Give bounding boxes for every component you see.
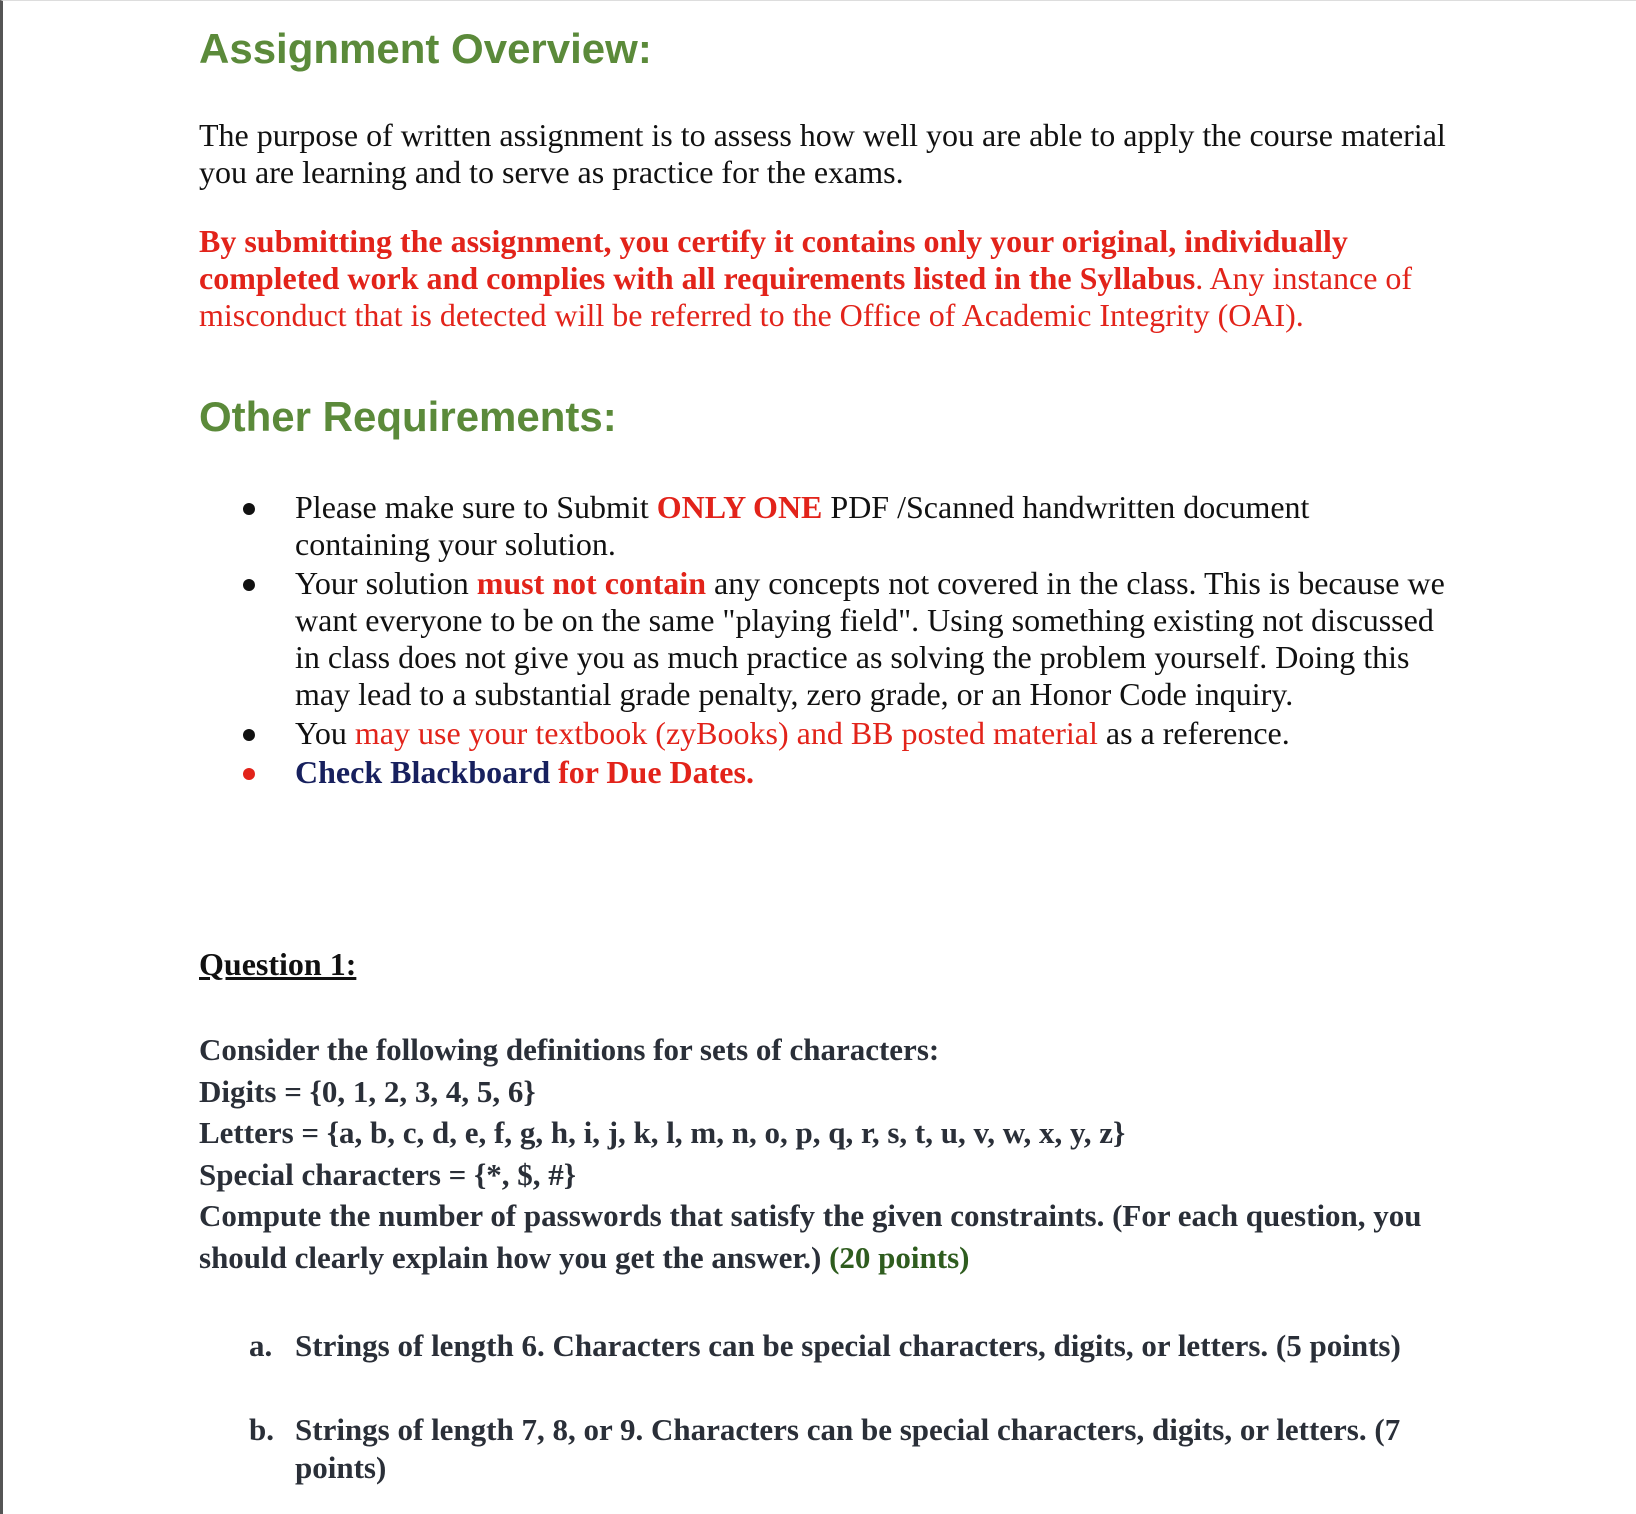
requirement-item-due-dates <box>199 754 1459 791</box>
integrity-certify-text: By submitting the assignment, you certify it contains only your original, individually completed work and complies with all requirements listed in the Syllabus <box>199 223 1348 296</box>
assignment-overview-heading: Assignment Overview: <box>199 25 652 72</box>
question-task: Compute the number of passwords that satisfy the given constraints. (For each question, you should clearly explain how you get the answer.) (20 points) <box>199 1198 1422 1275</box>
due-dates-text: for Due Dates. <box>550 754 754 790</box>
requirements-list <box>199 489 1459 793</box>
question-1-body <box>199 1029 1459 1278</box>
question-intro: Consider the following definitions for sets of characters: <box>199 1032 940 1067</box>
bullet-icon <box>243 729 255 741</box>
check-blackboard-text: Check Blackboard <box>295 754 551 790</box>
question-part-b <box>249 1411 1459 1487</box>
requirement-item-submit: Please make sure to Submit ONLY ONE PDF /Scanned handwritten document containing your solution. <box>199 489 1455 563</box>
part-text: Strings of length 6. Characters can be special characters, digits, or letters. (5 points) <box>295 1328 1401 1363</box>
special-characters-definition: Special characters = {*, $, #} <box>199 1156 576 1192</box>
integrity-paragraph <box>199 223 1419 334</box>
bullet-icon <box>243 579 255 591</box>
bullet-icon <box>243 768 255 780</box>
part-marker: a. <box>249 1328 273 1363</box>
question-points: (20 points) <box>829 1239 970 1275</box>
part-text: Strings of length 7, 8, or 9. Characters can be special characters, digits, or letters. (7 points) <box>295 1412 1401 1485</box>
bullet-icon <box>243 503 255 515</box>
digits-definition: Digits = {0, 1, 2, 3, 4, 5, 6} <box>199 1073 536 1109</box>
purpose-paragraph: The purpose of written assignment is to assess how well you are able to apply the course material you are learning and to serve as practice for the exams. <box>199 117 1446 190</box>
references-emphasis: may use your textbook (zyBooks) and BB posted material <box>354 715 1098 751</box>
question-part-a <box>249 1327 1459 1365</box>
letters-definition: Letters = {a, b, c, d, e, f, g, h, i, j, k, l, m, n, o, p, q, r, s, t, u, v, w, x, y, z} <box>199 1115 1126 1150</box>
part-marker: b. <box>249 1412 274 1447</box>
integrity-misconduct-text: . Any instance of misconduct that is detected will be referred to the Office of Academic Integrity (OAI). <box>199 260 1413 333</box>
requirement-item-references: You may use your textbook (zyBooks) and BB posted material as a reference. <box>199 715 1459 752</box>
only-one-emphasis: ONLY ONE <box>656 489 823 525</box>
question-1-title: Question 1: <box>199 946 357 982</box>
requirement-item-concepts: Your solution must not contain any concepts not covered in the class. This is because we want everyone to be on the same "playing field". Using something existing not discussed in class does not give you as much practice as solving the problem yourself. Doing this may lead to a substantial grade penalty, zero grade, or an Honor Code inquiry. <box>199 565 1445 713</box>
other-requirements-heading: Other Requirements: <box>199 393 617 440</box>
must-not-contain-emphasis: must not contain <box>476 565 707 601</box>
